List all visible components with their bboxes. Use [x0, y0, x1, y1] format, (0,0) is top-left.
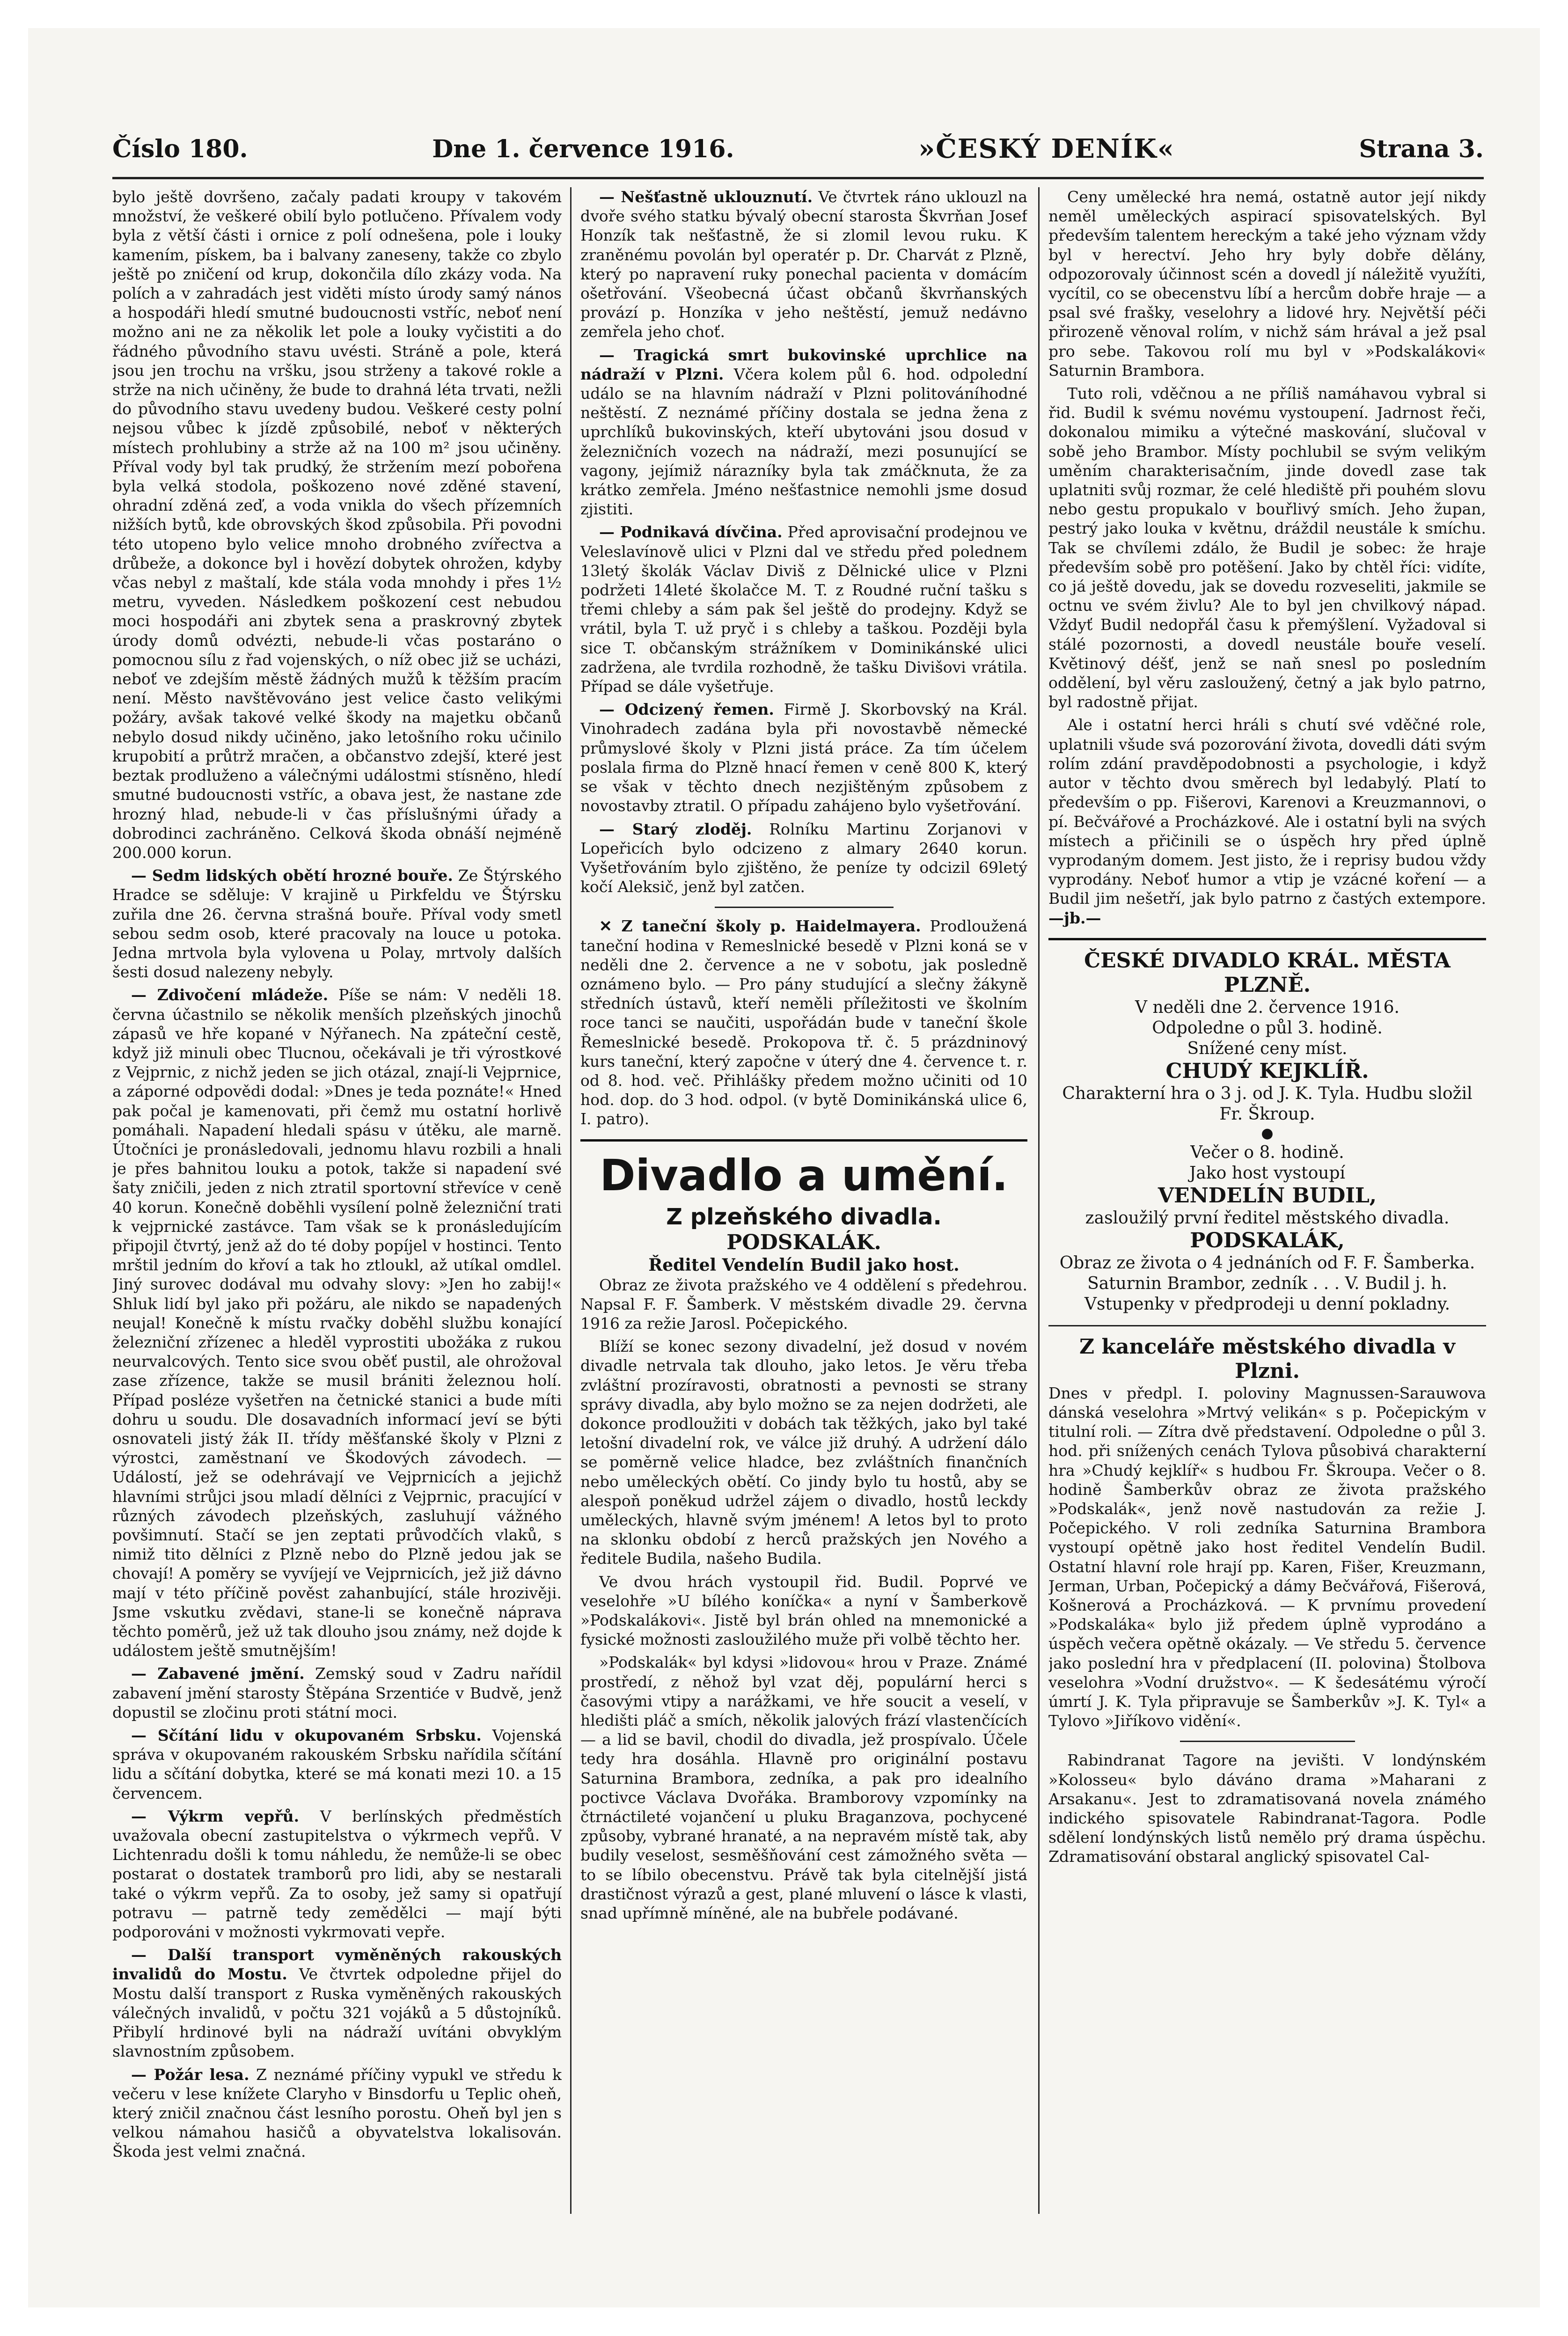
section-heading: Divadlo a umění.: [600, 1150, 1008, 1201]
subsection-heading: Z plzeňského divadla.: [666, 1203, 942, 1230]
announcement-line: Charakterní hra o 3 j. od J. K. Tyla. Hudbu složil Fr. Škroup.: [1062, 1084, 1473, 1124]
news-item: [580, 187, 1027, 342]
news-headline: — Zabavené jmění.: [131, 1664, 305, 1683]
news-headline: — Tragická smrt bukovinské uprchlice na nádraží v Plzni.: [580, 345, 1027, 383]
news-item: [580, 916, 1027, 1128]
news-body: Rolníku Martinu Zorjanovi v Lopeřicích bylo odcizeno z almary 2640 korun. Vyšetřováním bylo zjištěno, že peníze ty odcizil 69letý kočí Aleksič, jenž byl zatčen.: [580, 820, 1027, 896]
column-3: [1048, 187, 1486, 2214]
review-paragraph: Tuto roli, vděčnou a ne příliš namáhavou vybral si řid. Budil k svému novému vystoupení. Jadrnost řeči, dokonalou mimiku a výtečné maskování, slučoval v sobě jeho Brambor. Místy pochlubil se svým velikým uměním charakterisačním, jinde dovedl zase tak uplatniti svůj rozmar, že celé hlediště při pouhém slovu nebo gestu propukalo v bouřlivý smích. Jeho župan, pestrý jako louka v květnu, dráždil neustále k smíchu. Tak se chvílemi zdálo, že Budil je sobec: že hraje především sobě pro potěšení. Jako by chtěl říci: vidíte, co já ještě dovedu, jak se dovedu rozveseliti, jakmile se octnu ve svém živlu? Ale to byl jen chvilkový nápad. Vždyť Budil nedopřál času k přemýšlení. Vyžadoval si stálé pozornosti, a dovedl neustále bouře veselí. Květinový déšť, jenž se naň snesl po posledním oddělení, byl věru zasloužený, četný a jak bylo patrno, byl radostně přijat.: [1048, 384, 1486, 711]
announcement-actor: VENDELÍN BUDIL,: [1158, 1183, 1377, 1208]
announcement-play: CHUDÝ KEJKLÍŘ.: [1165, 1059, 1369, 1083]
announcement-line: V neděli dne 2. července 1916.: [1135, 997, 1399, 1017]
review-paragraph: [1048, 715, 1486, 927]
news-headline: — Zdivočení mládeže.: [131, 986, 329, 1004]
news-item: [112, 985, 562, 1660]
news-headline: — Odcizený řemen.: [599, 700, 774, 719]
newspaper-page: [28, 28, 1540, 2307]
news-body: Dnes v předpl. I. poloviny Magnussen-Sarauwova dánská veselohra »Mrtvý velikán« s p. Počepickým v titulní roli. — Zítra dvě představení. Odpoledne o půl 3. hod. při snížených cenách Tylova působivá charakterní hra »Chudý kejklíř« s hudbou Fr. Škroupa. Večer o 8. hodině Šamberkův obraz ze života pražského »Podskalák«, jenž nově nastudován za režie J. Počepického. V roli zedníka Saturnina Brambora vystoupí opětně jako host ředitel Vendelín Budil. Ostatní hlavní role hrají pp. Karen, Fišer, Kreuzmann, Jerman, Urban, Počepický a dámy Bečvářová, Fišerová, Košnerová a Procházková. — K prvnímu provedení »Podskaláka« bylo již předem úplně vyprodáno a úspěch večera opětně okázaly. — Ve středu 5. července jako poslední hra v předplacení (II. polovina) Štolbova veselohra »Vodní družstvo«. — K šedesátému výročí úmrtí J. K. Tyla připravuje se Šamberkův »J. K. Tyl« a Tylovo »Jiříkovo vidění«.: [1048, 1384, 1486, 1730]
news-item: [112, 2065, 562, 2161]
review-paragraph: Ceny umělecké hra nemá, ostatně autor její nikdy neměl uměleckých aspirací spisovatelských. Byl především talentem hereckým a také jeho význam vždy byl v herectví. Jeho hry byly dobře dělány, odpozorovaly účinnost scén a dovedl jí náležitě využíti, vycítil, co se obecenstvu líbí a hercům dobře hraje — a psal své frašky, veselohry a lidové hry. Největší péči přirozeně věnoval rolím, v nichž sám hrával a jež psal pro sebe. Takovou rolí mu byl v »Podskalákovi« Saturnin Brambora.: [1048, 188, 1486, 380]
article-paragraph: bylo ještě dovršeno, začaly padati kroupy v takovém množství, že veškeré obilí bylo potlučeno. Přívalem vody byla z větší části i ornice z polí odnešena, pole i louky kamením, pískem, ba i balvany zaneseny, takže co zbylo ještě po zničení od krup, dokončila dílo zkázy voda. Na polích a v zahradách jest viděti místo úrody samý nános a hospodáři hledí smutné budoucnosti vstříc, neboť není možno ani ne za několik let pole a louky vyčistiti a do řádného původního stavu uvésti. Stráně a pole, která jsou jen trochu na vršku, jsou strženy a takové rokle a strže na nich učiněny, že bude to drahná léta trvati, nežli do původního stavu uvedeny budou. Veškeré cesty polní nejsou vůbec k jízdě způsobilé, neboť v některých místech prohlubiny a strže až na 100 m² jsou učiněny. Příval vody byl tak prudký, že stržením mezí pobořena byla velká stodola, poškozeno nové zděné stavení, ohradní zděná zeď, a voda vnikla do všech přízemních nižších bytů, kde obrovských škod způsobila. Při povodni této utopeno bylo velice mnoho drobného zvířectva a drůbeže, a dokonce byl i hovězí dobytek ohrožen, kdyby včas nebyl z maštalí, kde stála voda mnohdy i přes 1½ metru, vyveden. Následkem poškození cest nebudou moci hospodáři ani zbytek sena a praskrovný zbytek úrody domů odvézti, nebude-li včas postaráno o pomocnou sílu z řad vojenských, o níž obec již se ucházi, neboť ve zdejším městě žádných mužů k těžším pracím není. Město navštěvováno jest velice často velikými požáry, avšak takové velké škody na majetku občanů nebylo dosud nikdy učiněno, jako letošního roku učinilo krupobití a průtrž mračen, a občanstvo zdejší, které jest beztak prodluženo a válečnými událostmi stísněno, hledí smutné budoucnosti vstříc, a obava jest, že nastane zde hrozný hlad, nebude-li v čas příslušnými úřady a dobrodinci zachráněno. Celková škoda obnáší nejméně 200.000 korun.: [112, 188, 562, 862]
news-body: Ve čtvrtek ráno uklouzl na dvoře svého statku bývalý obecní starosta Škvrňan Josef Honzík tak nešťastně, že si zlomil levou ruku. K zraněnému povolán byl operatér p. Dr. Charvát z Plzně, který po napravení ruky ponechal pacienta v domácím ošetřování. Všeobecná účast občanů škvrňanských provází p. Honzíka v jeho neštěstí, jemuž nedávno zemřela jeho choť.: [580, 188, 1027, 341]
review-text: Ale i ostatní herci hráli s chutí své vděčné role, uplatnili všude svá pozorování života, dovedli dáti svým rolím zdání pravděpodobnosti a psychologie, i když autor v těchto dvou směrech byl ledabylý. Platí to především o pp. Fišerovi, Karenovi a Kreuzmannovi, o pí. Bečvářové a Procházkové. Ale i ostatní byli na svých místech a přičinili se o úspěch hry před úplně vyprodaným domem. Jest jisto, že i reprisy budou vždy vyprodány. Neboť humor a vtip je vzácné koření — a Budil jim nešetří, jak bylo patrno z častých extempore.: [1048, 716, 1486, 908]
divider: [1048, 938, 1486, 940]
announcement-line: Obraz ze života o 4 jednáních od F. F. Šamberka. Saturnin Brambor, zedník . . . V. Budil j. h.: [1059, 1253, 1475, 1293]
news-headline: — Podnikavá dívčina.: [599, 523, 783, 542]
news-body: Zemský soud v Zadru nařídil zabavení jmění starosty Štěpána Srzentiće v Budvě, jenž dopustil se zločinu proti státní moci.: [112, 1664, 562, 1721]
news-headline: — Výkrm vepřů.: [131, 1807, 300, 1825]
review-paragraph: »Podskalák« byl kdysi »lidovou« hrou v Praze. Známé prostředí, z něhož byl vzat děj, populární herci s časovými vtipy a narážkami, ve hře soucit a veselí, v hledišti pláč a smích, několik jalových frází vlastenčících — a lid se bavil, chodil do divadla, jež prospívalo. Účele tedy hra dosáhla. Hlavně pro originální postavu Saturnina Brambora, zedníka, a pak pro idealního poctivce Václava Dvořáka. Bramborovy vzpomínky na čtrnáctileté vojančení u pluku Braganzova, pochycené způsoby, vybrané hranaté, a na nepravém místě tak, aby budily veselost, sesměšňování cest zámožného světa — to se líbilo obecenstvu. Právě tak byla citelnější jistá drastičnost výrazů a gest, plané mluvení o lásce k vlasti, snad upřímně míněné, ale na bubřele podávané.: [580, 1653, 1027, 1923]
divider: [715, 907, 894, 908]
news-item: [580, 700, 1027, 815]
announcement-line: zasloužilý první ředitel městského divadla.: [1085, 1208, 1450, 1228]
theatre-announcement-title: ČESKÉ DIVADLO KRÁL. MĚSTA PLZNĚ.: [1084, 948, 1451, 997]
news-body: Včera kolem půl 6. hod. odpolední událo se na hlavním nádraží v Plzni politováníhodné neštěstí. Z neznámé příčiny dostala se jedna žena z uprchlíků bukovinských, kteří ubytováni jsou dosud v železničních vozech na nádraží, mezi posunující se vagony, jejímiž nárazníky byla tak zmáčknuta, že za krátko zemřela. Jméno nešťastnice nemohli jsme dosud zjistiti.: [580, 365, 1027, 519]
news-body: Píše se nám: V neděli 18. června účastnilo se několik menších plzeňských jinochů zápasů ve hře kopané v Nýřanech. Na zpáteční cestě, když již minuli obec Tlucnou, očekávali je tři výrostkové z Vejprnic, z nichž jeden se jich otázal, znají-li Vejprnice, a záporné odpovědi dodal: »Dnes je teda poznáte!« Hned pak počal je kamenovati, při čemž mu ostatní horlivě pomáhali. Napadení hledali spásu v útěku, ale marně. Útočníci je pronásledovali, jednomu hlavu rozbili a hnali je přes bahnitou louku a potok, takže si napadení své šaty zničili, jeden z nich ztratil sportovní střevíce v ceně 40 korun. Konečně doběhli vysílení polně železniční trati k vejprnické zastávce. Tam však se k pronásledujícím připojil čtvrtý, jenž až do té doby popíjel v hostinci. Tento mrštil jedním do křoví a tak ho ztloukl, až utíkal omdlel. Jiný surovec dodával mu odvahy slovy: »Jen ho zabij!« Shluk lidí byl jako při požáru, ale nikdo se napadených neujal! Konečně k místu rvačky doběhl službu konající železniční zřízenec a hleděl vyprostiti ubožáka z rukou neurvalcových. Tento sice svou oběť pustil, ale ohrožoval zase zřízence, takže se musil brániti železnou holí. Případ posléze vyšetřen na četnické stanici a bude míti dohru u soudu. Dle dosavadních informací jeví se býti osnovateli jistý žák II. třídy měšťanské školy v Plzni z výrostci, zaměstnaní ve Škodových závodech. — Událostí, jež se odehrávají ve Vejprnicích a jejichž hlavními strůjci jsou mladí dělníci z Vejprnic, pracující v různých závodech plzeňských, zasluhují vážného povšimnutí. Stačí se jen zeptati průvodčích vlaků, s nimiž tito dělníci z Plzně nebo do Plzně jedou jak se chovají! A poměry se vyvíjejí ve Vejprnicích, jež již dávno mají v této příčině pověst zahanbující, stále hrozivěji. Jsme vskutku zvědavi, stane-li se konečně náprava těchto poměrů, jež už tak dlouho jsou známy, než dojde k událostem ještě smutnějším!: [112, 986, 562, 1660]
divider: [1180, 1741, 1355, 1742]
news-body: Vojenská správa v okupovaném rakouském Srbsku nařídila sčítání lidu a sčítání dobytka, které se má konati mezi 10. a 15 červencem.: [112, 1726, 562, 1802]
news-headline: — Nešťastně uklouznutí.: [599, 188, 813, 206]
announcement-line: Snížené ceny míst.: [1187, 1039, 1348, 1058]
bullet-separator: ●: [1261, 1125, 1274, 1142]
announcement-line: Odpoledne o půl 3. hodině.: [1152, 1018, 1383, 1038]
news-headline: Z kanceláře městského divadla v Plzni.: [1079, 1334, 1455, 1383]
column-divider: [570, 187, 572, 2214]
play-title: PODSKALÁK.: [726, 1230, 881, 1254]
announcement-line: Jako host vystoupí: [1189, 1163, 1346, 1183]
news-item: [112, 1945, 562, 2061]
news-body: Firmě J. Skorbovský na Král. Vinohradech zadána byla při novostavbě německé průmyslové školy v Plzni jistá práce. Za tím účelem poslala firma do Plzně hnací řemen v ceně 800 K, který se však v těchto dnech nezjištěným způsobem z novostavby ztratil. O případu zahájeno bylo vyšetřování.: [580, 700, 1027, 815]
news-body: Prodloužená taneční hodina v Remeslnické besedě v Plzni koná se v neděli dne 2. července a ne v sobotu, jak posledně oznámeno bylo. — Pro pány studující a slečny žákyně středních ústavů, kteří neměli příležitosti ve školním roce tanci se naučiti, uspořádán bude v taneční škole Řemeslnické besedě. Prokopova tř. č. 5 prázdninový kurs taneční, který započne v úterý dne 4. července t. r. od 8. hod. več. Přihlášky předem možno učiniti od 10 hod. dop. do 3 hod. odpol. (v bytě Dominikánská ulice 6, I. patro).: [580, 917, 1027, 1128]
news-body: Před aprovisační prodejnou ve Veleslavínově ulici v Plzni dal ve středu před polednem 13letý školák Václav Diviš z Dělnické ulice v Plzni podržeti 14leté školačce M. T. z Roudné ruční tašku s třemi chleby a sám pak šel ještě do prodejny. Když se vrátil, byla T. už pryč i s chleby a taškou. Později byla sice T. občanským strážníkem v Dominikánské ulici zadržena, ale tvrdila rozhodně, že tašku Divišovi vrátila. Případ se dále vyšetřuje.: [580, 523, 1027, 696]
column-1: [112, 187, 562, 2214]
page-number: Strana 3.: [1359, 134, 1484, 163]
review-paragraph: Ve dvou hrách vystoupil řid. Budil. Poprvé ve veselohře »U bílého koníčka« a nyní v Šamberkově »Podskalákovi«. Jistě byl brán ohled na mnemonické a fysické možnosti zasloužilého muže při volbě těchto her.: [580, 1572, 1027, 1649]
news-item: [112, 1664, 562, 1722]
announcement-play: PODSKALÁK,: [1190, 1228, 1345, 1252]
news-body: V berlínských předměstích uvažovala obecní zastupitelstva o výkrmech vepřů. V Lichtenradu došli k tomu náhledu, že nemůže-li se obec postarat o dostatek tramborů pro lidi, aby se nestarali také o výkrm vepřů. Za to osoby, jež samy si opatřují potravu — patrně tedy zemědělci — mají býti podporováni v možnosti vykrmovati vepře.: [112, 1807, 562, 1941]
play-subtitle: Ředitel Vendelín Budil jako host.: [648, 1255, 960, 1275]
divider: [1048, 1325, 1486, 1326]
masthead: »ČESKÝ DENÍK«: [918, 133, 1175, 164]
page-header: [112, 121, 1484, 179]
announcement-line: Večer o 8. hodině.: [1190, 1142, 1344, 1162]
review-paragraph: Blíží se konec sezony divadelní, jež dosud v novém divadle netrvala tak dlouho, jako letos. Je věru třeba zvláštní prozíravosti, obratnosti a pevnosti se strany správy divadla, aby bylo možno se za nejen dodržeti, ale dokonce prodloužiti v dobách tak těžkých, jako byl také letošní divadelní rok, ve válce již druhý. A udržení dálo se poměrně velice hladce, bez zvláštních finančních nebo uměleckých obětí. Co jindy bylo tu hostů, aby se alespoň poněkud udržel zájem o divadlo, hostů leckdy uměleckých, hlavně svým jménem! A letos byl to proto na sklonku období z herců pražských jen Nového a ředitele Budila, našeho Budila.: [580, 1337, 1027, 1568]
review-signature: —jb.—: [1048, 908, 1101, 927]
issue-number: Číslo 180.: [112, 134, 248, 163]
column-2: [580, 187, 1027, 2214]
news-headline: — Sedm lidských obětí hrozné bouře.: [131, 866, 453, 885]
column-divider: [1038, 187, 1040, 2214]
news-item: [580, 522, 1027, 696]
news-body: Ve čtvrtek odpoledne přijel do Mostu další transport z Ruska vyměněných rakouských válečných invalidů, v počtu 321 vojáků a 5 důstojníků. Přibylí hrdinové byli na nádraží uvítáni obvyklým slavnostním způsobem.: [112, 1965, 562, 2061]
news-body: Z neznámé příčiny vypukl ve středu k večeru v lese knížete Claryho v Binsdorfu u Teplic oheň, který zničil značnou část lesního porostu. Oheň byl jen s velkou námahou hasičů a obyvatelstva lokalisován. Škoda jest velmi značná.: [112, 2065, 562, 2161]
news-item: [112, 1726, 562, 1803]
announcement-line: Vstupenky v předprodeji u denní pokladny.: [1084, 1294, 1451, 1314]
news-headline: — Sčítání lidu v okupovaném Srbsku.: [131, 1726, 482, 1745]
news-item: [580, 820, 1027, 897]
review-paragraph: Obraz ze života pražského ve 4 oddělení s předehrou. Napsal F. F. Šamberk. V městském divadle 29. června 1916 za režie Jarosl. Počepického.: [580, 1275, 1027, 1333]
news-headline: — Požár lesa.: [131, 2065, 249, 2084]
divider: [580, 1139, 1027, 1142]
issue-date: Dne 1. července 1916.: [432, 134, 734, 163]
news-item: [580, 345, 1027, 519]
news-headline: — Starý zloděj.: [599, 820, 752, 838]
news-item: [112, 866, 562, 981]
news-headline: ✕ Z taneční školy p. Haidelmayera.: [599, 917, 921, 936]
news-item: [112, 1807, 562, 1941]
news-headline: — Další transport vyměněných rakouských invalidů do Mostu.: [112, 1946, 562, 1984]
news-body: Ze Štýrského Hradce se sděluje: V krajině u Pirkfeldu ve Štýrsku zuřila dne 26. června strašná bouře. Příval vody smetl sebou sedm osob, které pracovaly na louce u potoka. Jedna mrtvola byla vylovena u Polay, mrtvoly dalších šesti dosud nalezeny nebyly.: [112, 866, 562, 981]
news-body: Rabindranat Tagore na jevišti. V londýnském »Kolosseu« bylo dáváno drama »Maharani z Arsakanu«. Jest to zdramatisovaná novela známého indického spisovatele Rabindranat-Tagora. Podle sdělení londýnských listů nemělo prý drama úspěchu. Zdramatisování obstaral anglický spisovatel Cal-: [1048, 1751, 1486, 1866]
